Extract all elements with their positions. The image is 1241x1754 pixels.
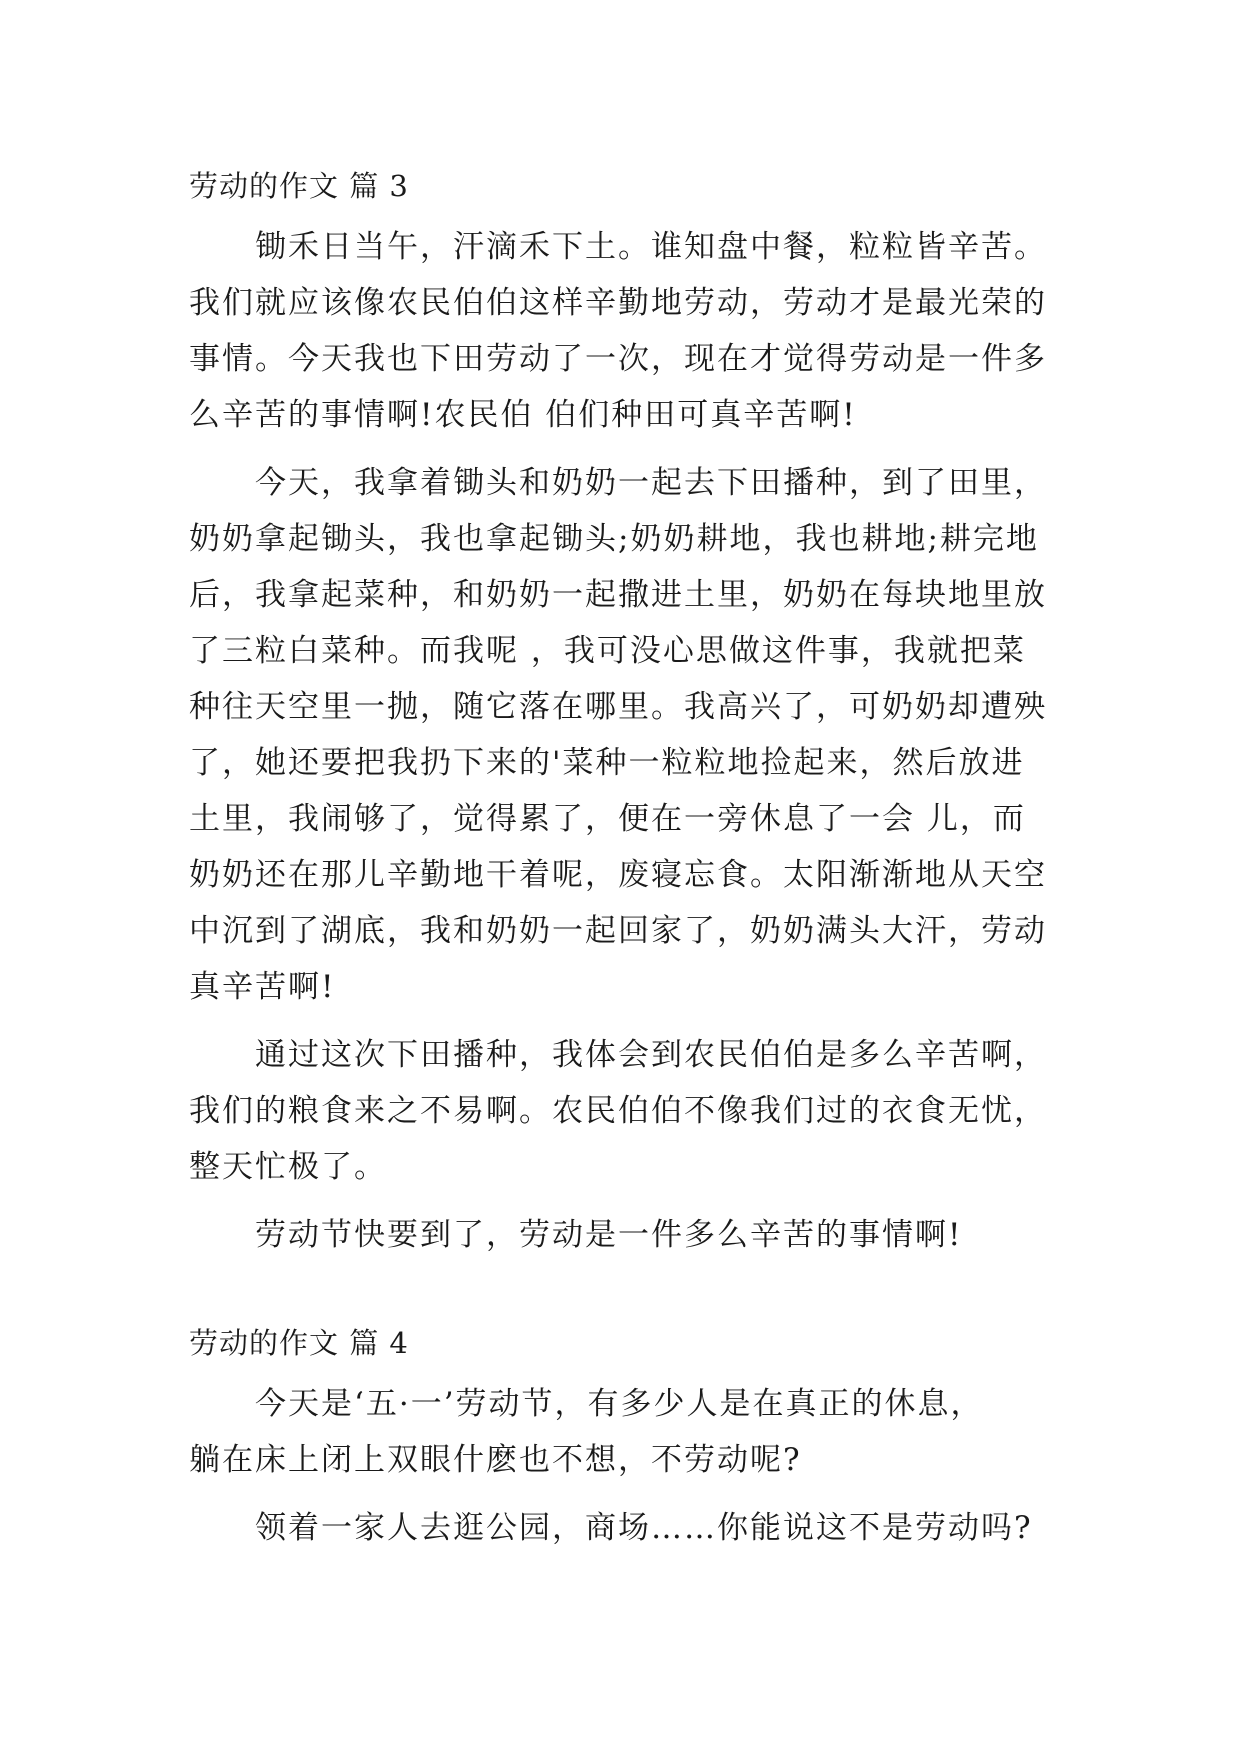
paragraph-line: 后，我拿起菜种，和奶奶一起撒进土里，奶奶在每块地里放 — [189, 577, 1047, 613]
paragraph-line: 奶奶还在那儿辛勤地干着呢，废寝忘食。太阳渐渐地从天空 — [189, 857, 1047, 893]
paragraph-line: 种往天空里一抛，随它落在哪里。我高兴了，可奶奶却遭殃 — [189, 689, 1047, 725]
paragraph-line: 今天，我拿着锄头和奶奶一起去下田播种，到了田里， — [255, 465, 1047, 501]
paragraph-line: 了三粒白菜种。而我呢 ，我可没心思做这件事，我就把菜 — [189, 633, 1026, 669]
paragraph-line: 土里，我闹够了，觉得累了，便在一旁休息了一会 儿，而 — [189, 801, 1026, 837]
section-heading-4: 劳动的作文 篇 4 — [189, 1326, 409, 1360]
paragraph-line: 躺在床上闭上双眼什麽也不想，不劳动呢? — [189, 1442, 802, 1478]
paragraph-line: 事情。今天我也下田劳动了一次，现在才觉得劳动是一件多 — [189, 341, 1047, 377]
paragraph-line: 真辛苦啊! — [189, 969, 336, 1005]
paragraph-line: 我们的粮食来之不易啊。农民伯伯不像我们过的衣食无忧， — [189, 1093, 1047, 1129]
paragraph-line: 今天是‘五·一’劳动节，有多少人是在真正的休息， — [255, 1386, 984, 1422]
paragraph-line: 领着一家人去逛公园，商场……你能说这不是劳动吗? — [255, 1510, 1033, 1546]
paragraph-line: 奶奶拿起锄头，我也拿起锄头;奶奶耕地，我也耕地;耕完地 — [189, 521, 1039, 557]
paragraph-line: 我们就应该像农民伯伯这样辛勤地劳动，劳动才是最光荣的 — [189, 285, 1047, 321]
paragraph-line: 通过这次下田播种，我体会到农民伯伯是多么辛苦啊， — [255, 1037, 1047, 1073]
section-heading-3: 劳动的作文 篇 3 — [189, 169, 409, 203]
paragraph-line: 中沉到了湖底，我和奶奶一起回家了，奶奶满头大汗，劳动 — [189, 913, 1047, 949]
paragraph-line: 么辛苦的事情啊!农民伯 伯们种田可真辛苦啊! — [189, 397, 857, 433]
paragraph-line: 锄禾日当午，汗滴禾下土。谁知盘中餐，粒粒皆辛苦。 — [255, 229, 1047, 265]
paragraph-line: 了，她还要把我扔下来的'菜种一粒粒地捡起来，然后放进 — [189, 745, 1025, 781]
paragraph-line: 整天忙极了。 — [189, 1149, 387, 1185]
paragraph-line: 劳动节快要到了，劳动是一件多么辛苦的事情啊! — [255, 1217, 963, 1253]
